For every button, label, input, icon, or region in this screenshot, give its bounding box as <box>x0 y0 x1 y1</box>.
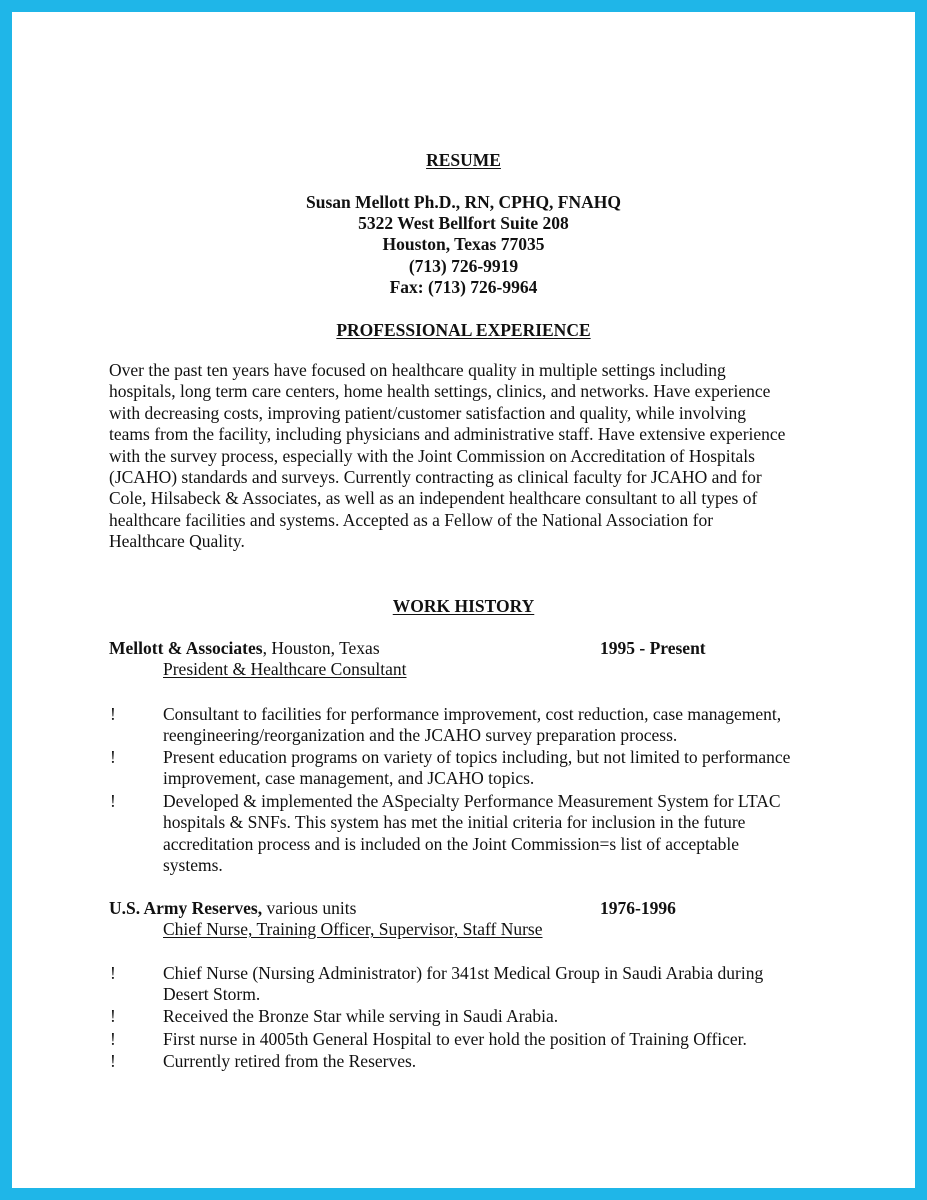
job-dates: 1995 - Present <box>600 638 706 658</box>
bullet-line: First nurse in 4005th General Hospital to ever hold the position of Training Officer. <box>163 1029 747 1049</box>
paragraph-line: Cole, Hilsabeck & Associates, as well as an independent healthcare consultant to all types of <box>109 488 758 509</box>
contact-fax: Fax: (713) 726-9964 <box>389 277 538 297</box>
job-title: Chief Nurse, Training Officer, Supervisor, Staff Nurse <box>163 919 543 939</box>
paragraph-line: with the survey process, especially with the Joint Commission on Accreditation of Hospitals <box>109 445 755 466</box>
bullet-mark: ! <box>110 704 116 724</box>
bullet-line: Received the Bronze Star while serving in Saudi Arabia. <box>163 1006 559 1026</box>
contact-phone: (713) 726-9919 <box>408 256 519 276</box>
bullet-line: Present education programs on variety of topics including, but not limited to performance <box>163 747 791 767</box>
job-location: , Houston, Texas <box>262 638 380 658</box>
bullet-line: hospitals & SNFs. This system has met the initial criteria for inclusion in the future <box>163 812 746 833</box>
contact-name: Susan Mellott Ph.D., RN, CPHQ, FNAHQ <box>306 192 621 212</box>
resume-heading: RESUME <box>426 150 501 170</box>
bullet-line: improvement, case management, and JCAHO topics. <box>163 768 535 789</box>
professional-experience-paragraph <box>109 360 829 553</box>
bullet-line: Desert Storm. <box>163 984 261 1005</box>
bullet-mark: ! <box>110 1029 116 1049</box>
bullet-line: accreditation process and is included on the Joint Commission=s list of acceptable <box>163 833 740 854</box>
bullet-mark: ! <box>110 1051 116 1071</box>
bullet-line: Currently retired from the Reserves. <box>163 1051 417 1071</box>
bullet-item <box>163 791 781 877</box>
contact-city: Houston, Texas 77035 <box>382 234 545 254</box>
paragraph-line: (JCAHO) standards and surveys. Currently contracting as clinical faculty for JCAHO and for <box>109 467 762 488</box>
bullet-line: systems. <box>163 855 223 876</box>
job-employer: Mellott & Associates <box>109 638 263 658</box>
bullet-item <box>163 1029 747 1050</box>
bullet-mark: ! <box>110 1006 116 1026</box>
bullet-item <box>163 747 790 790</box>
bullet-mark: ! <box>110 963 116 983</box>
paragraph-line: Over the past ten years have focused on healthcare quality in multiple settings including <box>109 360 726 380</box>
paragraph-line: teams from the facility, including physicians and administrative staff. Have extensive experience <box>109 424 786 445</box>
job-location: various units <box>262 898 357 918</box>
paragraph-line: with decreasing costs, improving patient/customer satisfaction and quality, while involving <box>109 402 746 423</box>
section-heading-work-history: WORK HISTORY <box>392 596 535 616</box>
section-heading-professional-experience: PROFESSIONAL EXPERIENCE <box>336 320 591 340</box>
paragraph-line: Healthcare Quality. <box>109 531 245 552</box>
bullet-item <box>163 1006 558 1027</box>
bullet-item <box>163 963 763 1006</box>
bullet-line: Chief Nurse (Nursing Administrator) for 341st Medical Group in Saudi Arabia during <box>163 963 764 983</box>
bullet-line: Developed & implemented the ASpecialty Performance Measurement System for LTAC <box>163 791 781 811</box>
paragraph-line: hospitals, long term care centers, home health settings, clinics, and networks. Have experience <box>109 381 771 402</box>
paragraph-line: healthcare facilities and systems. Accepted as a Fellow of the National Association for <box>109 509 714 530</box>
bullet-mark: ! <box>110 747 116 767</box>
job-title: President & Healthcare Consultant <box>163 659 407 679</box>
job-employer: U.S. Army Reserves, <box>109 898 263 918</box>
contact-address: 5322 West Bellfort Suite 208 <box>358 213 569 233</box>
job-header-mellott <box>109 638 380 659</box>
bullet-item <box>163 1051 416 1072</box>
bullet-mark: ! <box>110 791 116 811</box>
job-header-army <box>109 898 356 919</box>
bullet-item <box>163 704 781 747</box>
job-dates: 1976-1996 <box>600 898 676 918</box>
bullet-line: Consultant to facilities for performance improvement, cost reduction, case management, <box>163 704 782 724</box>
bullet-line: reengineering/reorganization and the JCAHO survey preparation process. <box>163 725 678 746</box>
